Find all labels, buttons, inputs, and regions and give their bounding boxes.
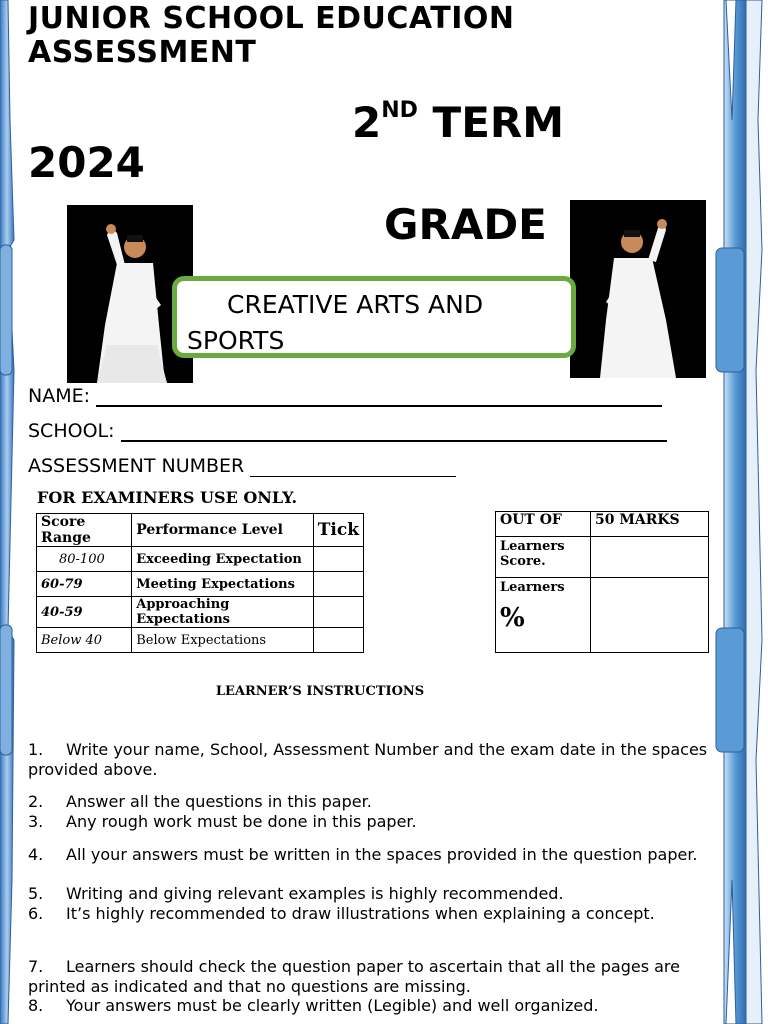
performance-level-cell: Approaching Expectations xyxy=(132,597,314,628)
score-range-cell: 40-59 xyxy=(37,597,132,628)
instruction-item xyxy=(28,845,718,865)
score-range-cell: 60-79 xyxy=(37,572,132,597)
instruction-number: 8. xyxy=(28,996,44,1015)
assessment-number-input-line[interactable] xyxy=(250,458,456,477)
instruction-item xyxy=(28,740,718,780)
tick-cell[interactable] xyxy=(313,597,363,628)
tick-cell[interactable] xyxy=(313,547,363,572)
out-of-label: OUT OF xyxy=(496,512,591,537)
instruction-item xyxy=(28,996,718,1016)
exam-title-line1: JUNIOR SCHOOL EDUCATION xyxy=(28,1,515,36)
school-label: SCHOOL: xyxy=(28,420,115,442)
instruction-number: 7. xyxy=(28,957,44,976)
score-range-cell: Below 40 xyxy=(37,628,132,653)
instruction-item xyxy=(28,812,718,832)
instruction-text: Your answers must be clearly written (Legible) and well organized. xyxy=(66,996,599,1015)
exam-title xyxy=(28,2,515,70)
year-heading: 2024 xyxy=(28,138,145,187)
marks-table xyxy=(495,511,709,653)
grade-heading: GRADE xyxy=(384,200,547,249)
table-row xyxy=(496,512,709,537)
percent-sign: % xyxy=(500,603,525,633)
table-row xyxy=(37,628,364,653)
instruction-text: It’s highly recommended to draw illustrations when explaining a concept. xyxy=(66,904,655,923)
instruction-text: Learners should check the question paper to ascertain that all the pages are printed as indicated and that no questions are missing. xyxy=(28,957,680,996)
assessment-number-label: ASSESSMENT NUMBER xyxy=(28,455,245,477)
performance-level-cell: Meeting Expectations xyxy=(132,572,314,597)
header-score-range: Score Range xyxy=(37,514,132,547)
subject-line2: SPORTS xyxy=(187,326,285,355)
table-row xyxy=(37,572,364,597)
instructions-title: LEARNER’S INSTRUCTIONS xyxy=(215,684,425,699)
left-scroll-border xyxy=(0,0,20,1024)
name-field xyxy=(28,385,662,407)
instruction-item xyxy=(28,957,718,997)
martial-artist-figure-icon xyxy=(570,200,706,378)
subject-line1: CREATIVE ARTS AND xyxy=(227,290,484,319)
term-suffix: ND xyxy=(381,98,418,123)
table-row xyxy=(37,547,364,572)
total-marks: 50 MARKS xyxy=(591,512,709,537)
exam-title-line2: ASSESSMENT xyxy=(28,35,257,70)
instruction-text: Any rough work must be done in this paper. xyxy=(66,812,417,831)
instruction-number: 6. xyxy=(28,904,44,923)
instruction-number: 4. xyxy=(28,845,44,864)
learners-percent-cell[interactable] xyxy=(591,578,709,653)
tick-cell[interactable] xyxy=(313,572,363,597)
school-input-line[interactable] xyxy=(121,422,667,442)
assessment-number-field xyxy=(28,455,456,477)
performance-level-cell: Below Expectations xyxy=(132,628,314,653)
percent-label-text: Learners xyxy=(500,580,565,595)
learners-percent-label xyxy=(496,578,591,653)
instruction-number: 1. xyxy=(28,740,44,759)
instruction-item xyxy=(28,884,718,904)
instruction-text: Write your name, School, Assessment Number and the exam date in the spaces provided above. xyxy=(28,740,708,779)
header-tick: Tick xyxy=(313,514,363,547)
table-row xyxy=(37,597,364,628)
examiner-section-title: FOR EXAMINERS USE ONLY. xyxy=(37,488,298,507)
name-input-line[interactable] xyxy=(96,387,662,407)
instruction-number: 2. xyxy=(28,792,44,811)
instruction-text: All your answers must be written in the spaces provided in the question paper. xyxy=(66,845,698,864)
performance-level-cell: Exceeding Expectation xyxy=(132,547,314,572)
instruction-number: 5. xyxy=(28,884,44,903)
header-performance-level: Performance Level xyxy=(132,514,314,547)
table-header-row xyxy=(37,514,364,547)
tick-cell[interactable] xyxy=(313,628,363,653)
learners-score-label: Learners Score. xyxy=(496,537,591,578)
term-word: TERM xyxy=(432,98,565,147)
performance-table xyxy=(36,513,364,653)
right-scroll-border xyxy=(712,0,768,1024)
term-heading xyxy=(352,86,564,148)
subject-box xyxy=(172,276,576,358)
table-row xyxy=(496,537,709,578)
learners-score-cell[interactable] xyxy=(591,537,709,578)
table-row xyxy=(496,578,709,653)
instruction-item xyxy=(28,904,718,924)
score-range-cell: 80-100 xyxy=(37,547,132,572)
martial-arts-photo-right xyxy=(570,200,706,378)
instruction-item xyxy=(28,792,718,812)
term-number: 2 xyxy=(352,98,382,147)
instruction-number: 3. xyxy=(28,812,44,831)
instruction-text: Answer all the questions in this paper. xyxy=(66,792,372,811)
school-field xyxy=(28,420,667,442)
name-label: NAME: xyxy=(28,385,91,407)
instruction-text: Writing and giving relevant examples is highly recommended. xyxy=(66,884,564,903)
